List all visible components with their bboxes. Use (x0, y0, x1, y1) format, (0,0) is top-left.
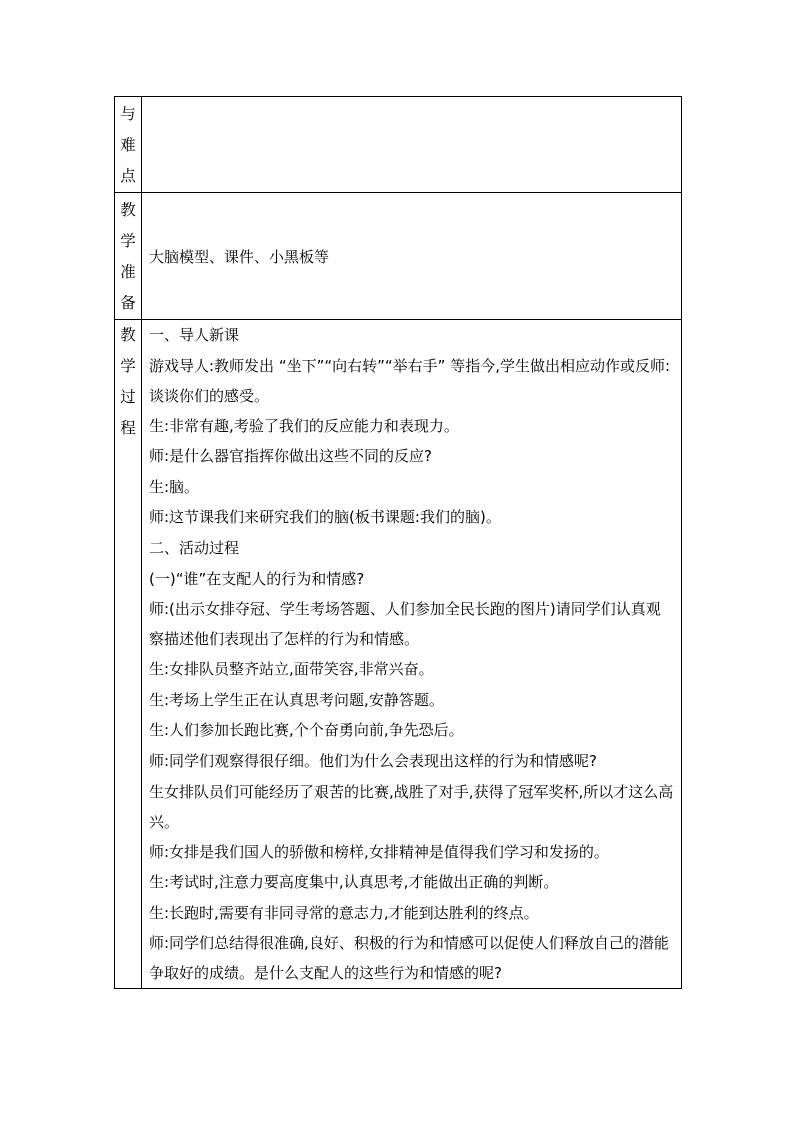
table-row-teaching-process (115, 320, 682, 989)
process-paragraph: 师:(出示女排夺冠、学生考场答题、人们参加全民长跑的图片)请同学们认真观察描述他们表现出了怎样的行为和情感。 (149, 600, 661, 649)
process-paragraph: 师:这节课我们来研究我们的脑(板书课题:我们的脑)。 (149, 508, 501, 527)
label-char: 学 (120, 357, 136, 375)
teaching-process-content (142, 320, 682, 989)
row-label-key-difficult-points (115, 97, 142, 193)
process-paragraph: 师:是什么器官指挥你做出这些不同的反应? (149, 447, 433, 466)
label-char: 教 (120, 326, 136, 344)
label-char: 教 (120, 201, 136, 219)
table-row-teaching-preparation (115, 193, 682, 320)
label-char: 准 (120, 263, 136, 281)
row-label-teaching-process (115, 320, 142, 989)
process-paragraph: 生:女排队员整齐站立,面带笑容,非常兴奋。 (149, 660, 434, 679)
process-paragraph: 生:考场上学生正在认真思考问题,安静答题。 (149, 690, 444, 709)
label-char: 难 (120, 136, 136, 154)
process-paragraph: 生:人们参加长跑比赛,个个奋勇向前,争先恐后。 (149, 721, 464, 740)
label-char: 点 (120, 167, 136, 185)
label-char: 与 (120, 105, 136, 123)
process-paragraph: 生:脑。 (149, 477, 200, 496)
label-char: 备 (120, 294, 136, 312)
label-char: 学 (120, 232, 136, 250)
lesson-plan-table (114, 96, 682, 989)
process-paragraph: 师:同学们总结得很准确,良好、积极的行为和情感可以促使人们释放自己的潜能争取好的成绩。是什么支配人的这些行为和情感的呢? (149, 934, 669, 983)
section-heading: 二、活动过程 (149, 538, 240, 557)
row-label-teaching-preparation (115, 193, 142, 320)
table-row-key-difficult-points (115, 97, 682, 193)
process-paragraph: 生:长跑时,需要有非同寻常的意志力,才能到达胜利的终点。 (149, 903, 539, 922)
process-paragraph: 生女排队员们可能经历了艰苦的比赛,战胜了对手,获得了冠军奖杯,所以才这么高兴。 (149, 782, 674, 831)
process-paragraph: 游戏导人:教师发出 “坐下”“向右转”“举右手” 等指今,学生做出相应动作或反师:谈谈你们的感受。 (149, 356, 671, 405)
process-paragraph: 师:女排是我们国人的骄傲和榜样,女排精神是值得我们学习和发扬的。 (149, 842, 609, 861)
process-paragraph: 生:考试时,注意力要高度集中,认真思考,才能做出正确的判断。 (149, 873, 559, 892)
section-heading: 一、导人新课 (149, 326, 240, 344)
label-char: 程 (120, 419, 136, 437)
subsection-heading: (一)“谁”在支配人的行为和情感? (149, 569, 365, 588)
teaching-materials-text: 大脑模型、课件、小黑板等 (142, 193, 682, 320)
key-difficult-points-content (142, 97, 682, 193)
process-paragraph: 师:同学们观察得很仔细。他们为什么会表现出这样的行为和情感呢? (149, 751, 598, 770)
label-char: 过 (120, 388, 136, 406)
process-paragraph: 生:非常有趣,考验了我们的反应能力和表现力。 (149, 416, 459, 435)
